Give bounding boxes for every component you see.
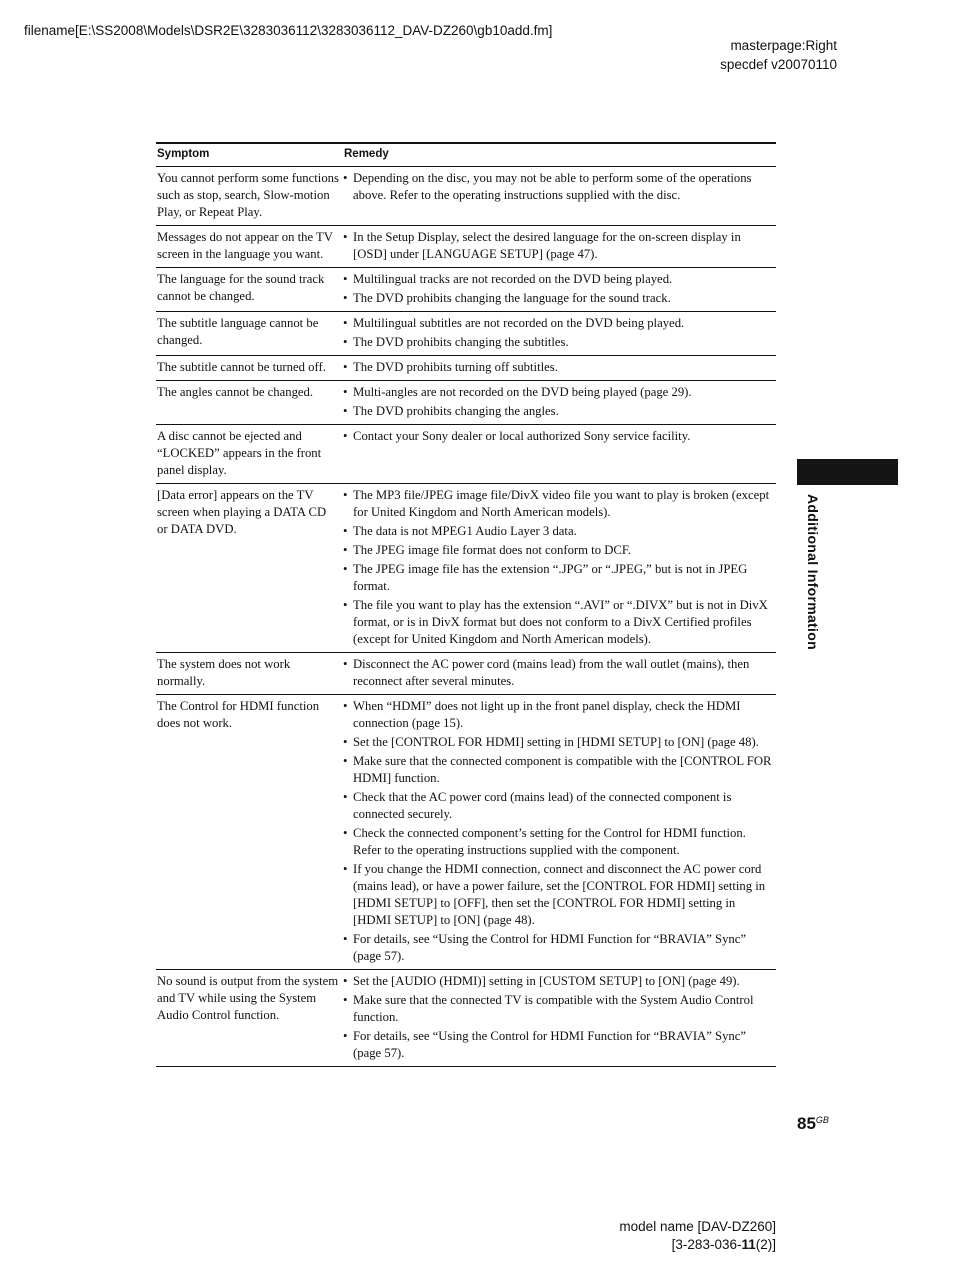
remedy-item [343,561,775,595]
remedy-cell [343,312,776,356]
bullet-icon: • [343,562,348,576]
remedy-item [343,753,775,787]
footer-code [619,1236,776,1254]
remedy-text: For details, see “Using the Control for HDMI Function for “BRAVIA” Sync” (page 57). [353,1029,747,1060]
bullet-icon: • [343,735,348,749]
remedy-item [343,290,775,307]
bullet-icon: • [343,543,348,557]
bullet-icon: • [343,790,348,804]
remedy-item [343,428,775,445]
bullet-icon: • [343,316,348,330]
bullet-icon: • [343,699,348,713]
table-row [156,653,776,695]
remedy-item [343,825,775,859]
bullet-icon: • [343,826,348,840]
footer-code-suffix: (2)] [755,1237,776,1252]
bullet-icon: • [343,385,348,399]
remedy-item [343,334,775,351]
remedy-cell [343,425,776,484]
remedy-cell [343,381,776,425]
remedy-text: Multilingual subtitles are not recorded on the DVD being played. [353,316,685,330]
remedy-text: Multi-angles are not recorded on the DVD being played (page 29). [353,385,692,399]
remedy-item [343,271,775,288]
remedy-item [343,734,775,751]
remedy-item [343,992,775,1026]
remedy-item [343,789,775,823]
symptom-cell: The angles cannot be changed. [156,381,343,425]
remedy-item [343,656,775,690]
symptom-cell: The subtitle cannot be turned off. [156,356,343,381]
header-masterpage: masterpage:Right [730,38,837,53]
page-number-suffix: GB [815,1115,829,1125]
remedy-item [343,973,775,990]
footer [619,1218,776,1254]
remedy-item [343,359,775,376]
table-row [156,268,776,312]
symptom-cell: The language for the sound track cannot be changed. [156,268,343,312]
remedy-text: Make sure that the connected component is compatible with the [CONTROL FOR HDMI] function. [353,754,772,785]
remedy-cell [343,695,776,970]
remedy-text: Check that the AC power cord (mains lead) of the connected component is connected securely. [353,790,732,821]
remedy-item [343,597,775,648]
remedy-text: The MP3 file/JPEG image file/DivX video file you want to play is broken (except for United Kingdom and North American models). [353,488,770,519]
column-header-symptom: Symptom [156,143,343,167]
footer-model-name: model name [DAV-DZ260] [619,1219,776,1234]
remedy-item [343,1028,775,1062]
table-row [156,484,776,653]
page-number-value: 85 [797,1114,816,1133]
header-specdef: specdef v20070110 [720,57,837,72]
remedy-cell [343,167,776,226]
remedy-text: Set the [AUDIO (HDMI)] setting in [CUSTOM SETUP] to [ON] (page 49). [353,974,740,988]
page-number [797,1114,829,1134]
remedy-text: The JPEG image file format does not conform to DCF. [353,543,632,557]
table-row [156,356,776,381]
remedy-cell [343,356,776,381]
remedy-text: Depending on the disc, you may not be able to perform some of the operations above. Refer to the operating instructions supplied with the disc. [353,171,752,202]
remedy-text: When “HDMI” does not light up in the front panel display, check the HDMI connection (page 15). [353,699,741,730]
section-tab-label: Additional Information [805,494,821,650]
bullet-icon: • [343,429,348,443]
remedy-text: Contact your Sony dealer or local authorized Sony service facility. [353,429,691,443]
remedy-cell [343,484,776,653]
column-header-remedy: Remedy [343,143,776,167]
remedy-item [343,403,775,420]
table-body [156,167,776,1067]
remedy-item [343,523,775,540]
remedy-item [343,170,775,204]
remedy-item [343,542,775,559]
table-header-row [156,143,776,167]
table-row [156,695,776,970]
symptom-cell: A disc cannot be ejected and “LOCKED” appears in the front panel display. [156,425,343,484]
bullet-icon: • [343,974,348,988]
remedy-item [343,861,775,929]
remedy-text: The DVD prohibits turning off subtitles. [353,360,558,374]
bullet-icon: • [343,1029,348,1043]
section-tab-marker [797,459,898,485]
remedy-item [343,487,775,521]
symptom-cell: Messages do not appear on the TV screen in the language you want. [156,226,343,268]
header-meta [720,36,837,74]
remedy-item [343,384,775,401]
bullet-icon: • [343,657,348,671]
symptom-cell: The subtitle language cannot be changed. [156,312,343,356]
bullet-icon: • [343,404,348,418]
remedy-item [343,315,775,332]
bullet-icon: • [343,993,348,1007]
remedy-text: If you change the HDMI connection, connect and disconnect the AC power cord (mains lead), or have a power failure, set the [CONTROL FOR HDMI] setting in [HDMI SETUP] to [OFF], then set the [CONTROL FOR HDMI] setting in [HDMI SETUP] to [ON] (page 48). [353,862,766,927]
remedy-text: The DVD prohibits changing the subtitles. [353,335,569,349]
table-row [156,226,776,268]
bullet-icon: • [343,524,348,538]
bullet-icon: • [343,488,348,502]
remedy-cell [343,268,776,312]
remedy-text: Multilingual tracks are not recorded on the DVD being played. [353,272,673,286]
remedy-item [343,931,775,965]
remedy-text: The DVD prohibits changing the angles. [353,404,559,418]
symptom-cell: The Control for HDMI function does not work. [156,695,343,970]
header-filename: filename[E:\SS2008\Models\DSR2E\3283036112\3283036112_DAV-DZ260\gb10add.fm] [24,23,553,38]
remedy-text: Check the connected component’s setting for the Control for HDMI function. Refer to the operating instructions supplied with the component. [353,826,746,857]
remedy-cell [343,226,776,268]
bullet-icon: • [343,272,348,286]
remedy-text: The data is not MPEG1 Audio Layer 3 data. [353,524,577,538]
table-row [156,312,776,356]
remedy-text: Make sure that the connected TV is compatible with the System Audio Control function. [353,993,754,1024]
remedy-text: Disconnect the AC power cord (mains lead) from the wall outlet (mains), then reconnect after several minutes. [353,657,750,688]
bullet-icon: • [343,754,348,768]
bullet-icon: • [343,335,348,349]
remedy-cell [343,653,776,695]
remedy-item [343,229,775,263]
remedy-text: Set the [CONTROL FOR HDMI] setting in [HDMI SETUP] to [ON] (page 48). [353,735,759,749]
troubleshooting-table [156,142,776,1067]
bullet-icon: • [343,932,348,946]
remedy-item [343,698,775,732]
symptom-cell: No sound is output from the system and TV while using the System Audio Control function. [156,970,343,1067]
bullet-icon: • [343,862,348,876]
remedy-text: The DVD prohibits changing the language for the sound track. [353,291,671,305]
footer-code-bold: 11 [741,1237,756,1252]
symptom-cell: You cannot perform some functions such as stop, search, Slow-motion Play, or Repeat Play. [156,167,343,226]
remedy-text: The JPEG image file has the extension “.JPG” or “.JPEG,” but is not in JPEG format. [353,562,748,593]
symptom-cell: The system does not work normally. [156,653,343,695]
bullet-icon: • [343,230,348,244]
remedy-text: In the Setup Display, select the desired language for the on-screen display in [OSD] under [LANGUAGE SETUP] (page 47). [353,230,741,261]
remedy-text: For details, see “Using the Control for HDMI Function for “BRAVIA” Sync” (page 57). [353,932,747,963]
bullet-icon: • [343,171,348,185]
bullet-icon: • [343,291,348,305]
table-row [156,970,776,1067]
symptom-cell: [Data error] appears on the TV screen when playing a DATA CD or DATA DVD. [156,484,343,653]
table-row [156,381,776,425]
bullet-icon: • [343,360,348,374]
table-row [156,167,776,226]
footer-code-prefix: [3-283-036- [671,1237,742,1252]
table-row [156,425,776,484]
remedy-text: The file you want to play has the extension “.AVI” or “.DIVX” but is not in DivX format, or is in DivX format but does not conform to a DivX Certified profiles (except for United Kingdom and North American models). [353,598,768,646]
remedy-cell [343,970,776,1067]
bullet-icon: • [343,598,348,612]
